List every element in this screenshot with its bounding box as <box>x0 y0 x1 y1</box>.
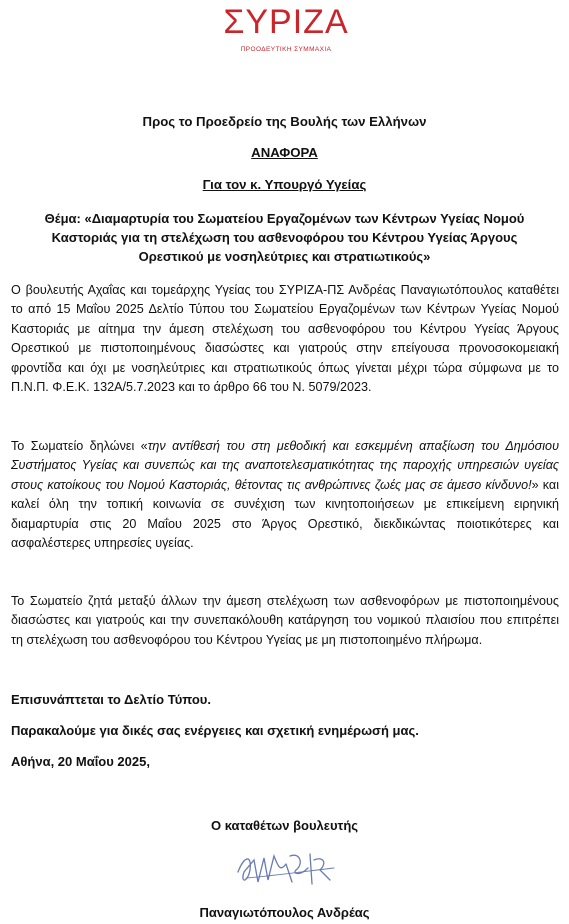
document-type-heading: ΑΝΑΦΟΡΑ <box>251 145 318 160</box>
attachment-note: Επισυνάπτεται το Δελτίο Τύπου. <box>11 692 211 707</box>
signatory-title: Ο καταθέτων βουλευτής <box>210 818 359 833</box>
paragraph-2-rest: » και καλεί όλη την τοπική κοινωνία σε συνέχιση των κινητοποιήσεων με επικείμενη ειρηνική διαμαρτυρία στις 20 Μαΐου 2025 στο Άργος Ορεστικό, διεκδικώντας ποιοτικότερες και ασφαλέστερες υπηρεσίες υγείας. <box>11 477 559 551</box>
paragraph-2-quote: την αντίθεσή του στη μεθοδική και εσκεμμένη απαξίωση του Δημόσιου Συστήματος Υγείας και συνεπώς και της αναποτελεσματικότητας της παροχής υπηρεσιών υγείας στους κατοίκους του Νομού Καστοριάς, θέτοντας τις ανθρώπινες ζωές μας σε άμεσο κίνδυνο! <box>11 439 559 492</box>
logo-subtitle: ΠΡΟΟΔΕΥΤΙΚΗ ΣΥΜΜΑΧΙΑ <box>240 46 332 53</box>
party-logo <box>221 2 351 64</box>
subject-line: Θέμα: «Διαμαρτυρία του Σωματείου Εργαζομένων των Κέντρων Υγείας Νομού Καστοριάς για τη στελέχωση του ασθενοφόρου του Κέντρου Υγείας Άργους Ορεστικού με νοσηλεύτριες και στρατιωτικούς» <box>44 211 525 264</box>
paragraph-3: Το Σωματείο ζητά μεταξύ άλλων την άμεση στελέχωση των ασθενοφόρων με πιστοποιημένους διασώστες και γιατρούς και την συνεπακόλουθη κατάργηση του νομικού πλαισίου που επιτρέπει τη στελέχωση του ασθενοφόρου του Κέντρου Υγείας με μη πιστοποιημένο πλήρωμα. <box>11 594 559 647</box>
addressee-heading: Για τον κ. Υπουργό Υγείας <box>202 177 367 192</box>
request-line: Παρακαλούμε για δικές σας ενέργειες και σχετική ενημέρωσή μας. <box>11 723 419 738</box>
recipient-heading: Προς το Προεδρείο της Βουλής των Ελλήνων <box>142 114 427 129</box>
paragraph-1: Ο βουλευτής Αχαΐας και τομεάρχης Υγείας του ΣΥΡΙΖΑ-ΠΣ Ανδρέας Παναγιωτόπουλος καταθέτει το από 15 Μαΐου 2025 Δελτίο Τύπου του Σωματείου Εργαζομένων των Κέντρων Υγείας Νομού Καστοριάς με αίτημα την άμεση στελέχωση του ασθενοφόρου του Κέντρου Υγείας Άργους Ορεστικού με πιστοποιημένους διασώστες και γιατρούς στην επείγουσα προνοσοκομειακή φροντίδα και όχι με νοσηλεύτριες και στρατιωτικούς όπως γίνεται μέχρι τώρα σύμφωνα με το Π.Ν.Π. Φ.Ε.Κ. 132Α/5.7.2023 και το άρθρο 66 του Ν. 5079/2023. <box>11 283 559 395</box>
date-place: Αθήνα, 20 Μαΐου 2025, <box>11 754 150 769</box>
signatory-name: Παναγιωτόπουλος Ανδρέας <box>199 905 370 920</box>
handwritten-signature <box>230 842 340 892</box>
paragraph-2-intro: Το Σωματείο δηλώνει « <box>11 439 148 453</box>
logo-wordmark: ΣΥΡΙΖΑ <box>223 3 349 41</box>
paragraph-2 <box>11 437 559 553</box>
